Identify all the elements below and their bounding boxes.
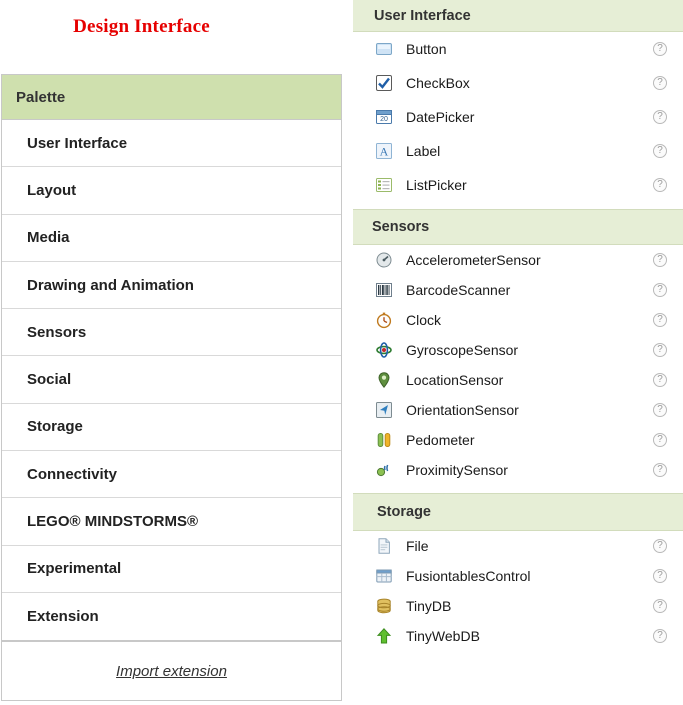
palette-item-connectivity[interactable] [2, 451, 341, 498]
label-icon [375, 142, 393, 160]
palette-item-experimental[interactable] [2, 546, 341, 593]
svg-text:20: 20 [380, 116, 388, 123]
palette-item-extension[interactable] [2, 593, 341, 640]
gyroscope-icon [375, 341, 393, 359]
help-icon[interactable]: ? [653, 42, 667, 56]
help-icon[interactable]: ? [653, 599, 667, 613]
help-icon[interactable]: ? [653, 373, 667, 387]
component-row-fusiontablescontrol[interactable] [353, 561, 683, 591]
component-row-gyroscopesensor[interactable] [353, 335, 683, 365]
checkbox-icon [375, 74, 393, 92]
help-icon[interactable]: ? [653, 178, 667, 192]
palette-item-label: Media [27, 229, 70, 247]
component-label: Clock [406, 312, 442, 328]
help-icon[interactable]: ? [653, 283, 667, 297]
component-row-accelerometersensor[interactable] [353, 245, 683, 275]
component-label: File [406, 538, 429, 554]
help-icon[interactable]: ? [653, 76, 667, 90]
group-title: Sensors [372, 219, 430, 235]
components-column [353, 0, 683, 705]
group-header-storage[interactable] [353, 493, 683, 531]
component-row-clock[interactable] [353, 305, 683, 335]
help-icon[interactable]: ? [653, 313, 667, 327]
component-label: FusiontablesControl [406, 568, 531, 584]
location-pin-icon [375, 371, 393, 389]
palette-item-sensors[interactable] [2, 309, 341, 356]
component-label: OrientationSensor [406, 402, 519, 418]
help-icon[interactable]: ? [653, 463, 667, 477]
component-label: Label [406, 143, 441, 159]
component-row-barcodescanner[interactable] [353, 275, 683, 305]
component-label: ProximitySensor [406, 462, 508, 478]
component-row-locationsensor[interactable] [353, 365, 683, 395]
component-label: CheckBox [406, 75, 470, 91]
palette-item-label: Sensors [27, 323, 87, 341]
help-icon[interactable]: ? [653, 253, 667, 267]
database-icon [375, 597, 393, 615]
palette-item-media[interactable] [2, 215, 341, 262]
group-title: Storage [377, 504, 431, 520]
listpicker-icon [375, 176, 393, 194]
orientation-icon [375, 401, 393, 419]
pedometer-icon [375, 431, 393, 449]
help-icon[interactable]: ? [653, 629, 667, 643]
palette-item-label: Social [27, 371, 72, 389]
component-label: BarcodeScanner [406, 282, 511, 298]
component-row-proximitysensor[interactable] [353, 455, 683, 485]
component-group-user-interface [353, 0, 683, 202]
component-row-file[interactable] [353, 531, 683, 561]
component-label: LocationSensor [406, 372, 504, 388]
component-label: Pedometer [406, 432, 475, 448]
palette-item-user-interface[interactable] [2, 120, 341, 167]
group-header-sensors[interactable] [353, 209, 683, 245]
component-label: Button [406, 41, 447, 57]
proximity-icon [375, 461, 393, 479]
component-label: ListPicker [406, 177, 467, 193]
component-row-orientationsensor[interactable] [353, 395, 683, 425]
file-icon [375, 537, 393, 555]
help-icon[interactable]: ? [653, 110, 667, 124]
palette-panel [1, 74, 342, 641]
component-row-button[interactable] [353, 32, 683, 66]
component-row-tinydb[interactable] [353, 591, 683, 621]
palette-item-label: Connectivity [27, 465, 118, 483]
palette-item-label: Experimental [27, 560, 122, 578]
palette-header [2, 75, 341, 120]
help-icon[interactable]: ? [653, 433, 667, 447]
palette-item-social[interactable] [2, 356, 341, 403]
component-label: TinyDB [406, 598, 452, 614]
palette-item-storage[interactable] [2, 404, 341, 451]
help-icon[interactable]: ? [653, 539, 667, 553]
help-icon[interactable]: ? [653, 144, 667, 158]
palette-item-label: Drawing and Animation [27, 276, 194, 294]
component-row-tinywebdb[interactable] [353, 621, 683, 651]
component-row-label[interactable] [353, 134, 683, 168]
svg-text:A: A [379, 144, 389, 159]
component-label: AccelerometerSensor [406, 252, 541, 268]
clock-icon [375, 311, 393, 329]
accelerometer-icon [375, 251, 393, 269]
import-extension-panel [1, 641, 342, 701]
palette-item-drawing-and-animation[interactable] [2, 262, 341, 309]
palette-item-label: LEGO® MINDSTORMS® [27, 513, 198, 531]
palette-item-label: Extension [27, 608, 99, 626]
component-label: GyroscopeSensor [406, 342, 519, 358]
help-icon[interactable]: ? [653, 343, 667, 357]
datepicker-icon [375, 108, 393, 126]
component-row-pedometer[interactable] [353, 425, 683, 455]
group-title: User Interface [374, 7, 471, 24]
palette-item-layout[interactable] [2, 167, 341, 214]
group-header-user-interface[interactable] [353, 0, 683, 32]
component-group-storage [353, 493, 683, 651]
palette-header-label: Palette [16, 88, 66, 106]
component-row-datepicker[interactable] [353, 100, 683, 134]
palette-item-lego-mindstorms[interactable] [2, 498, 341, 545]
component-group-sensors [353, 209, 683, 485]
palette-item-label: Layout [27, 181, 77, 199]
upload-arrow-icon [375, 627, 393, 645]
fusiontables-icon [375, 567, 393, 585]
button-icon [375, 40, 393, 58]
component-label: TinyWebDB [406, 628, 480, 644]
component-row-listpicker[interactable] [353, 168, 683, 202]
component-row-checkbox[interactable] [353, 66, 683, 100]
palette-item-label: Storage [27, 418, 83, 436]
help-icon[interactable]: ? [653, 569, 667, 583]
component-label: DatePicker [406, 109, 475, 125]
import-extension-link[interactable]: Import extension [116, 662, 227, 680]
barcode-icon [375, 281, 393, 299]
palette-item-label: User Interface [27, 134, 128, 152]
page-title: Design Interface [73, 16, 210, 37]
help-icon[interactable]: ? [653, 403, 667, 417]
